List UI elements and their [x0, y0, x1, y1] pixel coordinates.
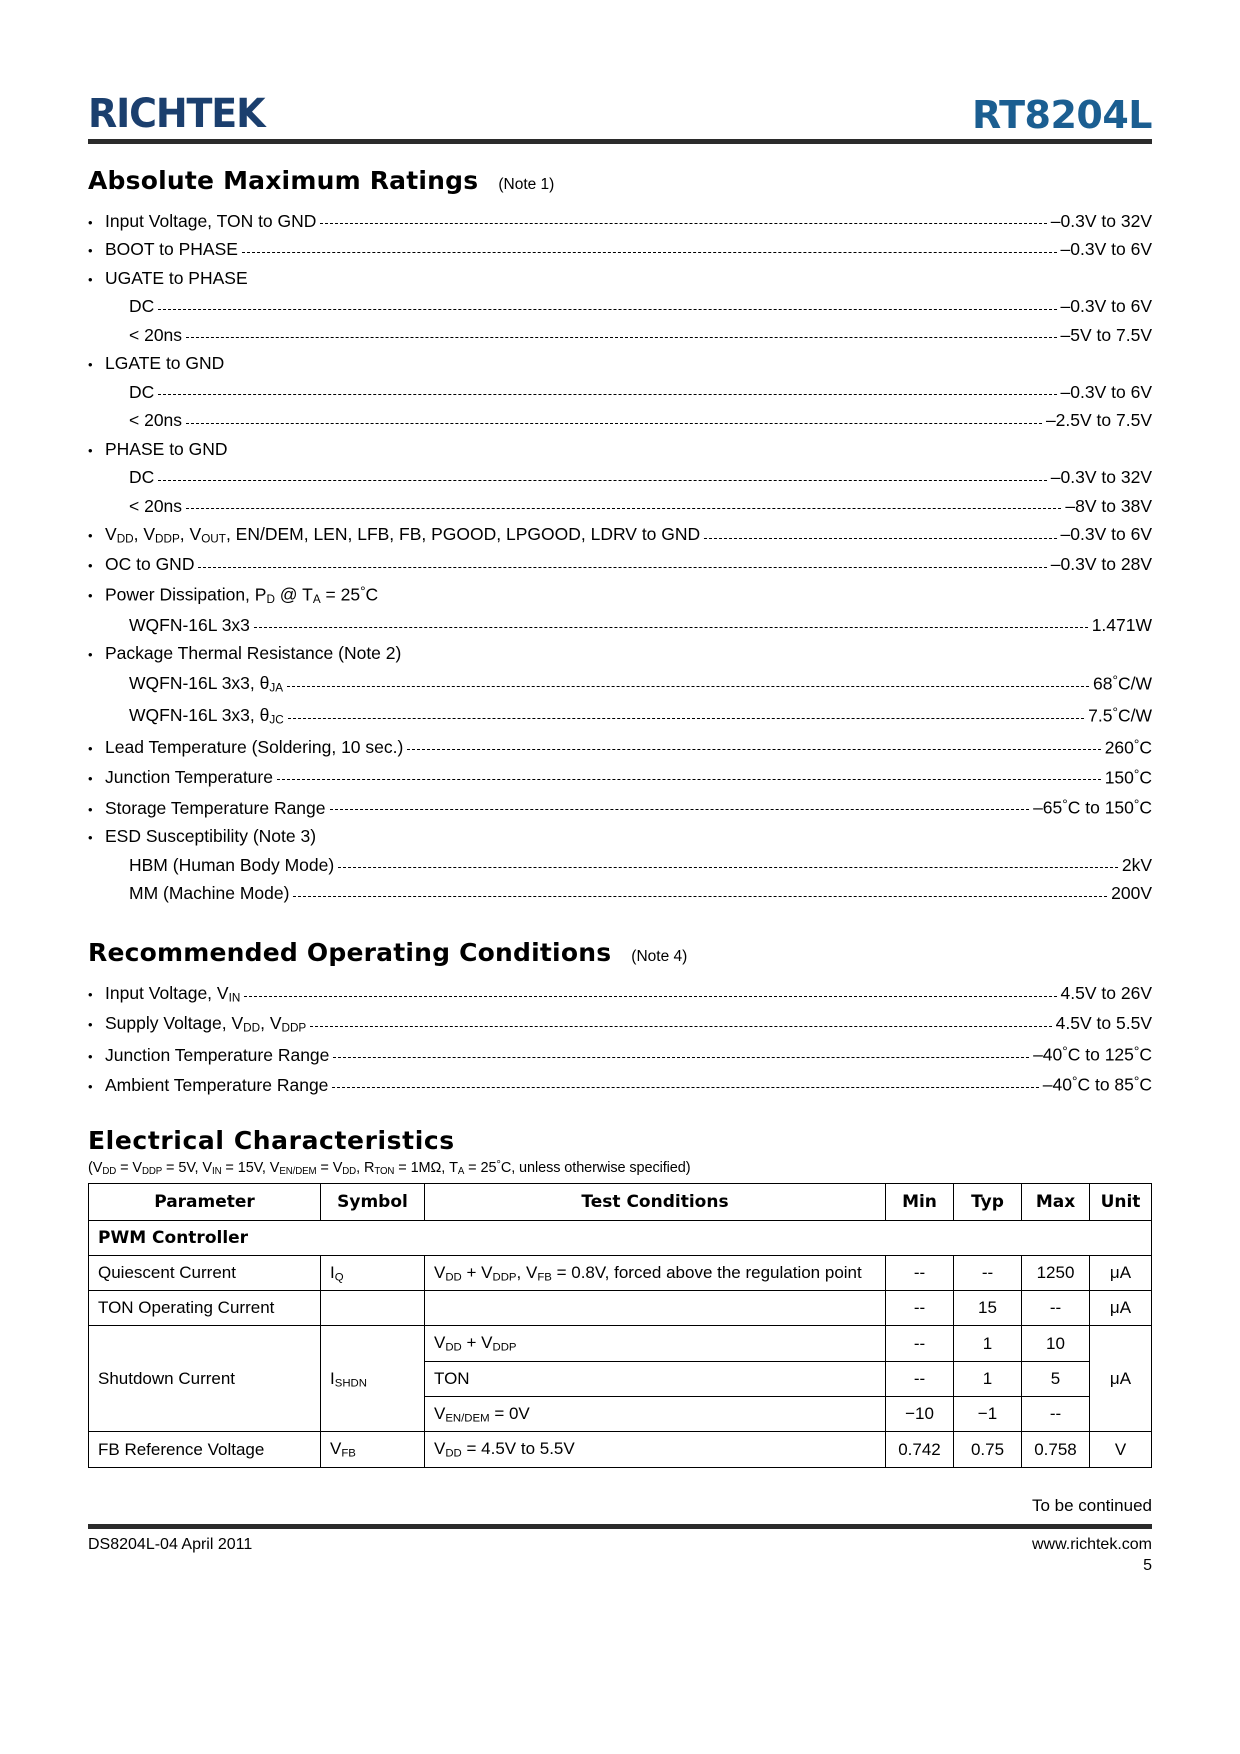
list-bullet-icon [88, 589, 105, 602]
rating-value: 200V [1111, 883, 1152, 904]
max-cell: 5 [1022, 1361, 1090, 1396]
dotted-leader [407, 749, 1100, 751]
page-header [88, 82, 1152, 137]
dotted-leader [333, 1057, 1029, 1059]
symbol-cell: $I_{SHDN}$ [321, 1326, 425, 1432]
group-label: PWM Controller [89, 1220, 1152, 1255]
dotted-leader [158, 309, 1056, 311]
table-body [89, 1220, 1152, 1467]
section-title: Recommended Operating Conditions [88, 938, 612, 968]
symbol-cell: $V_{FB}$ [321, 1432, 425, 1468]
rating-row [88, 762, 1152, 792]
page-number: 5 [1143, 1556, 1152, 1574]
rating-row [88, 492, 1152, 521]
table-row [89, 1432, 1152, 1468]
list-bullet-icon [88, 273, 105, 286]
condition-label: Supply Voltage, $V_{DD}$, $V_{DDP}$ [105, 1012, 307, 1035]
section-note: (Note 4) [631, 948, 688, 966]
min-cell: −10 [886, 1396, 954, 1432]
absolute-maximum-ratings-list [88, 207, 1152, 908]
rating-row [88, 851, 1152, 880]
column-header-parameter: Parameter [89, 1183, 321, 1220]
min-cell: -- [886, 1255, 954, 1291]
dotted-leader [186, 337, 1057, 339]
condition-value: 4.5V to 5.5V [1055, 1012, 1152, 1033]
condition-value: –40°C to 125°C [1033, 1044, 1152, 1065]
table-row [89, 1291, 1152, 1326]
rating-label: DC [129, 296, 155, 316]
symbol-cell: $I_Q$ [321, 1255, 425, 1291]
rating-row [88, 378, 1152, 407]
column-header-symbol: Symbol [321, 1183, 425, 1220]
typ-cell: 1 [954, 1361, 1022, 1396]
typ-cell: −1 [954, 1396, 1022, 1432]
rating-label: WQFN-16L 3x3, $\theta_{JA}$ [129, 673, 284, 695]
min-cell: 0.742 [886, 1432, 954, 1468]
typ-cell: 1 [954, 1326, 1022, 1362]
rating-row [88, 668, 1152, 700]
electrical-characteristics-table [88, 1183, 1152, 1468]
dotted-leader [288, 718, 1084, 720]
rating-row [88, 521, 1152, 551]
rating-row [88, 407, 1152, 436]
rating-value: –2.5V to 7.5V [1045, 410, 1152, 430]
dotted-leader [277, 779, 1101, 781]
symbol-cell [321, 1291, 425, 1326]
typ-cell: -- [954, 1255, 1022, 1291]
list-bullet-icon [88, 1018, 105, 1031]
condition-value: 4.5V to 26V [1060, 982, 1152, 1003]
unit-cell: μA [1090, 1326, 1152, 1432]
parameter-cell: TON Operating Current [89, 1291, 321, 1326]
test-conditions-cell: $V_{DD} = 4.5V$ to 5.5V [425, 1432, 886, 1468]
rating-value: –0.3V to 6V [1060, 239, 1152, 259]
operating-condition-row [88, 1009, 1152, 1039]
dotted-leader [242, 252, 1057, 254]
parameter-cell: Quiescent Current [89, 1255, 321, 1291]
rating-value: 150°C [1104, 766, 1152, 788]
list-bullet-icon [88, 244, 105, 257]
rating-row [88, 464, 1152, 493]
list-bullet-icon [88, 803, 105, 816]
rating-row [88, 207, 1152, 236]
rating-label: HBM (Human Body Mode) [129, 854, 335, 875]
rating-value: –0.3V to 28V [1050, 554, 1152, 575]
rating-row [88, 293, 1152, 322]
dotted-leader [244, 996, 1056, 998]
list-bullet-icon [88, 1080, 105, 1093]
list-bullet-icon [88, 216, 105, 229]
unit-cell: μA [1090, 1291, 1152, 1326]
rating-value: 7.5°C/W [1088, 704, 1152, 726]
condition-label: Input Voltage, $V_{IN}$ [105, 982, 241, 1005]
condition-label: Ambient Temperature Range [105, 1074, 329, 1095]
test-conditions-cell [425, 1291, 886, 1326]
rating-row [88, 700, 1152, 732]
list-bullet-icon [88, 648, 105, 661]
page-content [88, 82, 1152, 1575]
max-cell: 0.758 [1022, 1432, 1090, 1468]
typ-cell: 0.75 [954, 1432, 1022, 1468]
rating-label: UGATE to PHASE [105, 267, 248, 288]
list-bullet-icon [88, 559, 105, 572]
operating-condition-row [88, 1040, 1152, 1070]
table-header-row [89, 1183, 1152, 1220]
rating-row [88, 792, 1152, 822]
rating-row [88, 611, 1152, 640]
dotted-leader [338, 867, 1118, 869]
column-header-test-conditions: Test Conditions [425, 1183, 886, 1220]
rating-value: –0.3V to 32V [1050, 467, 1152, 487]
dotted-leader [198, 567, 1046, 569]
rating-row [88, 823, 1152, 852]
list-bullet-icon [88, 529, 105, 542]
dotted-leader [330, 809, 1030, 811]
section-note: (Note 1) [498, 176, 555, 193]
column-header-typ: Typ [954, 1183, 1022, 1220]
test-conditions-cell: TON [425, 1361, 886, 1396]
min-cell: -- [886, 1361, 954, 1396]
rating-row [88, 264, 1152, 293]
rating-row [88, 321, 1152, 350]
rating-label: Storage Temperature Range [105, 797, 326, 818]
dotted-leader [332, 1087, 1038, 1089]
rating-row [88, 551, 1152, 580]
rating-value: –0.3V to 6V [1060, 381, 1152, 402]
rating-row [88, 236, 1152, 265]
rating-label: Junction Temperature [105, 767, 273, 788]
list-bullet-icon [88, 988, 105, 1001]
table-row [89, 1255, 1152, 1291]
recommended-operating-conditions-heading [88, 938, 1152, 967]
rating-label: LGATE to GND [105, 353, 225, 373]
rating-label: DC [129, 467, 155, 487]
test-conditions-cell: $V_{DD} + V_{DDP}$ [425, 1326, 886, 1362]
recommended-operating-conditions-list [88, 979, 1152, 1100]
rating-label: Power Dissipation, $P_D$ @ $T_A = 25^\circ C$ [105, 583, 379, 607]
footer-divider [88, 1524, 1152, 1529]
rating-label: WQFN-16L 3x3 [129, 614, 250, 635]
dotted-leader [287, 686, 1089, 688]
to-be-continued-label: To be continued [1031, 1495, 1152, 1515]
condition-value: –40°C to 85°C [1042, 1074, 1152, 1095]
rating-value: –8V to 38V [1065, 495, 1152, 516]
operating-condition-row [88, 1070, 1152, 1100]
parameter-cell: FB Reference Voltage [89, 1432, 321, 1468]
max-cell: -- [1022, 1396, 1090, 1432]
unit-cell: μA [1090, 1255, 1152, 1291]
table-row [89, 1326, 1152, 1362]
rating-label: < 20ns [129, 324, 183, 345]
rating-label: Package Thermal Resistance (Note 2) [105, 643, 402, 664]
rating-row [88, 640, 1152, 669]
rating-row [88, 579, 1152, 611]
electrical-characteristics-heading: Electrical Characteristics [88, 1125, 455, 1155]
condition-label: Junction Temperature Range [105, 1044, 330, 1065]
column-header-unit: Unit [1090, 1183, 1152, 1220]
dotted-leader [186, 423, 1042, 425]
rating-value: –0.3V to 6V [1060, 296, 1152, 316]
rating-value: 1.471W [1091, 614, 1152, 635]
dotted-leader [320, 223, 1046, 225]
rating-row [88, 350, 1152, 379]
dotted-leader [254, 627, 1088, 629]
rating-label: DC [129, 381, 155, 402]
dotted-leader [186, 508, 1061, 510]
list-bullet-icon [88, 742, 105, 755]
rating-value: –65°C to 150°C [1033, 796, 1152, 818]
rating-label: WQFN-16L 3x3, $\theta_{JC}$ [129, 705, 284, 727]
list-bullet-icon [88, 444, 105, 457]
rating-label: ESD Susceptibility (Note 3) [105, 826, 317, 847]
rating-label: PHASE to GND [105, 438, 228, 459]
rating-label: < 20ns [129, 410, 183, 430]
dotted-leader [704, 538, 1056, 540]
rating-label: Lead Temperature (Soldering, 10 sec.) [105, 737, 404, 758]
parameter-cell: Shutdown Current [89, 1326, 321, 1432]
rating-row [88, 732, 1152, 762]
rating-value: –0.3V to 32V [1050, 210, 1152, 231]
list-bullet-icon [88, 1050, 105, 1063]
table-group-row [89, 1220, 1152, 1255]
section-title: Absolute Maximum Ratings [88, 166, 479, 195]
max-cell: 10 [1022, 1326, 1090, 1362]
rating-value: –5V to 7.5V [1060, 324, 1152, 345]
rating-value: 2kV [1121, 854, 1152, 875]
header-divider [88, 139, 1152, 144]
rating-value: 68°C/W [1093, 672, 1152, 694]
list-bullet-icon [88, 831, 105, 844]
rating-label: MM (Machine Mode) [129, 883, 290, 904]
operating-condition-row [88, 979, 1152, 1009]
website-link[interactable]: www.richtek.com [1031, 1535, 1152, 1553]
richtek-logo: RICHTEK [88, 91, 265, 137]
rating-label: $V_{DD}$, $V_{DDP}$, $V_{OUT}$, EN/DEM, LEN, LFB, FB, PGOOD, LPGOOD, LDRV to GND [105, 524, 701, 546]
rating-row [88, 435, 1152, 464]
rating-label: Input Voltage, TON to GND [105, 210, 317, 231]
rating-label: BOOT to PHASE [105, 239, 238, 259]
dotted-leader [158, 480, 1047, 482]
column-header-max: Max [1022, 1183, 1090, 1220]
electrical-characteristics-conditions: ($V_{DD} = V_{DDP} = 5V$, $V_{IN} = 15V$, $V_{EN/DEM} = V_{DD}$, $R_{TON} = 1M\Omega$, $T_A = 25^\circ C$, unless otherwise specified) [88, 1158, 691, 1177]
rating-row [88, 880, 1152, 909]
rating-label: < 20ns [129, 495, 183, 516]
list-bullet-icon [88, 358, 105, 371]
dotted-leader [158, 394, 1056, 396]
dotted-leader [293, 896, 1107, 898]
rating-value: 260°C [1104, 736, 1152, 758]
absolute-maximum-ratings-heading [88, 166, 1152, 195]
test-conditions-cell: $V_{EN/DEM} = 0V$ [425, 1396, 886, 1432]
max-cell: -- [1022, 1291, 1090, 1326]
rating-label: OC to GND [105, 554, 195, 575]
typ-cell: 15 [954, 1291, 1022, 1326]
part-number-title: RT8204L [972, 93, 1152, 137]
dotted-leader [310, 1026, 1051, 1028]
max-cell: 1250 [1022, 1255, 1090, 1291]
list-bullet-icon [88, 772, 105, 785]
document-id: DS8204L-04 April 2011 [88, 1535, 253, 1553]
min-cell: -- [886, 1326, 954, 1362]
page-footer [88, 1536, 1152, 1554]
rating-value: –0.3V to 6V [1060, 524, 1152, 544]
min-cell: -- [886, 1291, 954, 1326]
test-conditions-cell: $V_{DD} + V_{DDP}$, $V_{FB} = 0.8V$, forced above the regulation point [425, 1255, 886, 1291]
unit-cell: V [1090, 1432, 1152, 1468]
column-header-min: Min [886, 1183, 954, 1220]
